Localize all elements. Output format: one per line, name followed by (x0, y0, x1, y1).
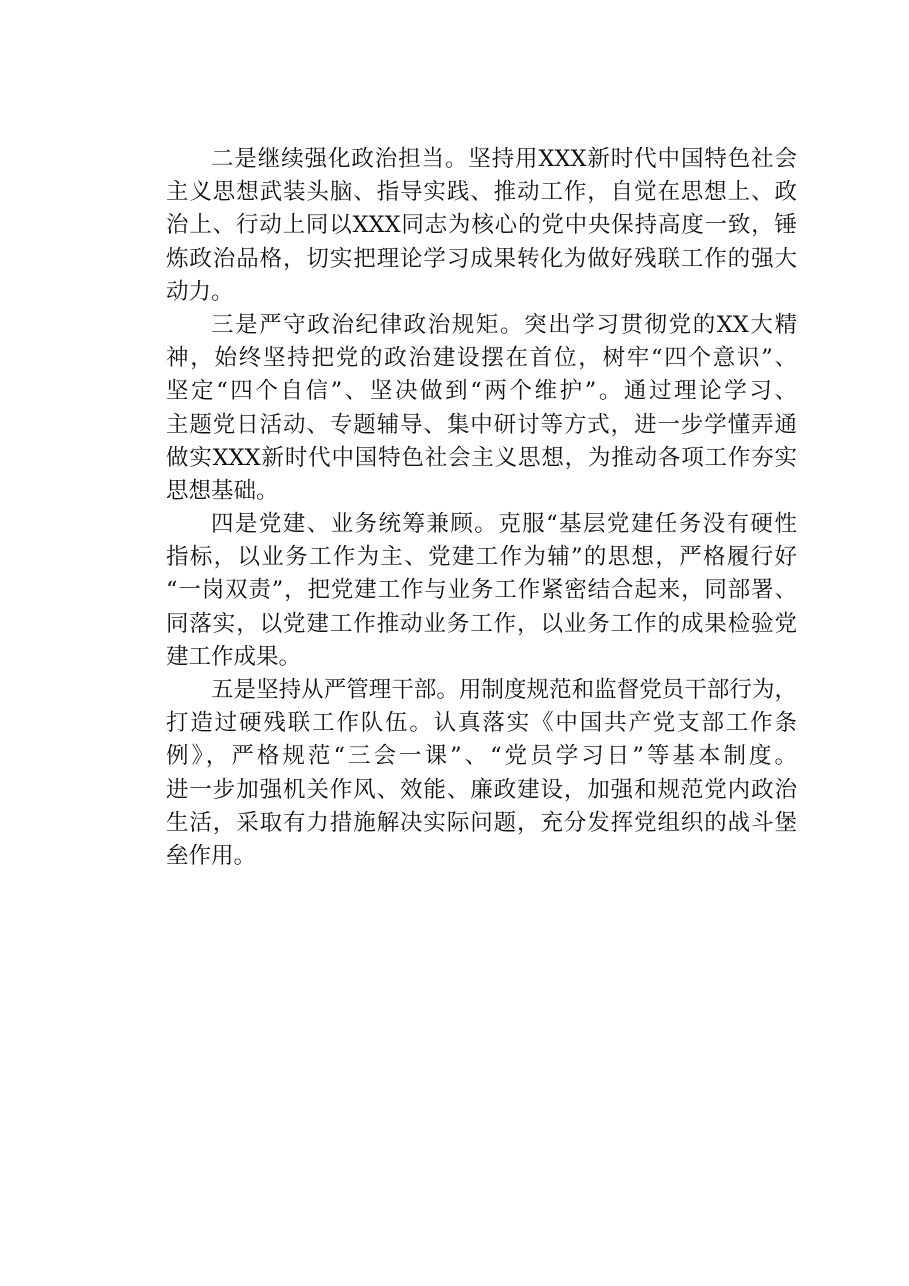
text-line: 打造过硬残联工作队伍。认真落实《中国共产党支部工作条 (166, 710, 797, 737)
text-line: 生活，采取有力措施解决实际问题，充分发挥党组织的战斗堡 (166, 809, 797, 836)
text-line: 四是党建、业务统筹兼顾。克服“基层党建任务没有硬性 (211, 511, 797, 538)
text-line: 进一步加强机关作风、效能、廉政建设，加强和规范党内政治 (166, 776, 797, 803)
text-line: 动力。 (166, 278, 234, 305)
text-line: 炼政治品格，切实把理论学习成果转化为做好残联工作的强大 (166, 245, 797, 272)
text-line: 治上、行动上同以XXX同志为核心的党中央保持高度一致，锤 (166, 212, 797, 239)
text-line: 五是坚持从严管理干部。用制度规范和监督党员干部行为， (211, 677, 797, 703)
text-line: 建工作成果。 (166, 643, 302, 670)
text-line: 例》，严格规范“三会一课”、“党员学习日”等基本制度。 (166, 743, 797, 770)
paragraph-political-discipline (121, 309, 797, 508)
text-line: 三是严守政治纪律政治规矩。突出学习贯彻党的XX大精 (211, 311, 797, 338)
text-line: 主义思想武装头脑、指导实践、推动工作，自觉在思想上、政 (166, 179, 797, 206)
text-line: 垒作用。 (166, 842, 257, 869)
text-line: 神，始终坚持把党的政治建设摆在首位，树牢“四个意识”、 (166, 345, 797, 372)
text-line: 思想基础。 (166, 477, 279, 504)
document-body (121, 143, 797, 873)
text-line: “一岗双责”，把党建工作与业务工作紧密结合起来，同部署、 (166, 577, 797, 604)
paragraph-party-building-and-business (121, 508, 797, 674)
paragraph-strict-cadre-management (121, 674, 797, 873)
text-line: 同落实，以党建工作推动业务工作，以业务工作的成果检验党 (166, 610, 797, 637)
text-line: 指标，以业务工作为主、党建工作为辅”的思想，严格履行好 (166, 544, 797, 571)
paragraph-political-responsibility (121, 143, 797, 309)
text-line: 主题党日活动、专题辅导、集中研讨等方式，进一步学懂弄通 (166, 411, 797, 438)
text-line: 坚定“四个自信”、坚决做到“两个维护”。通过理论学习、 (166, 378, 797, 405)
text-line: 二是继续强化政治担当。坚持用XXX新时代中国特色社会 (211, 146, 797, 172)
text-line: 做实XXX新时代中国特色社会主义思想，为推动各项工作夯实 (166, 444, 797, 471)
